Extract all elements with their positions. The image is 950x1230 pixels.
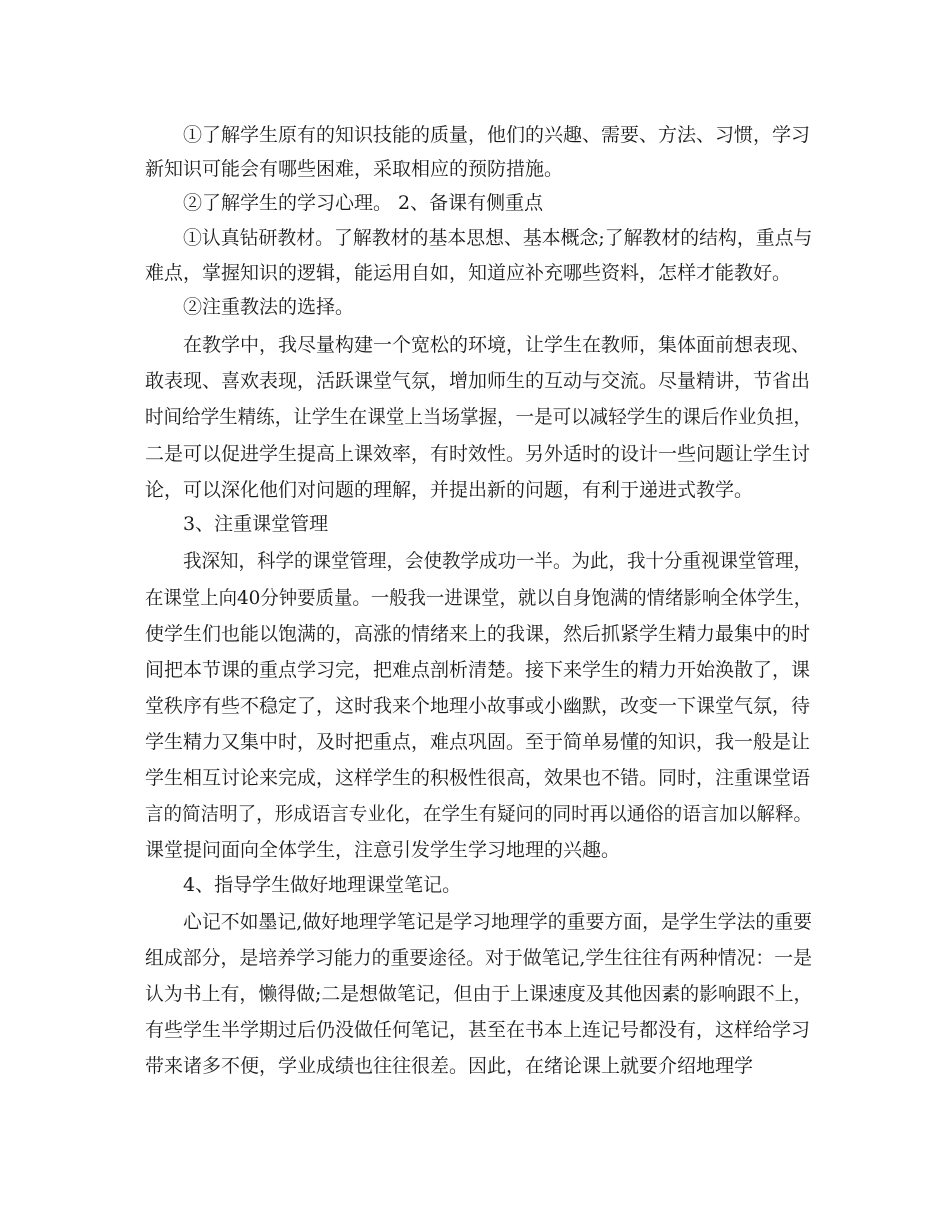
text-line-27: 带来诸多不便，学业成绩也往往很差。因此，在绪论课上就要介绍地理学 <box>145 1055 754 1077</box>
text-line-1: ①了解学生原有的知识技能的质量，他们的兴趣、需要、方法、习惯，学习 <box>183 124 811 146</box>
text-line-5: 难点，掌握知识的逻辑，能运用自如，知道应补充哪些资料，怎样才能教好。 <box>145 262 792 284</box>
text-line-20: 言的简洁明了，形成语言专业化，在学生有疑问的同时再以通俗的语言加以解释。 <box>145 803 813 825</box>
text-line-3: ②了解学生的学习心理。 2、备课有侧重点 <box>183 192 544 214</box>
text-line-10: 二是可以促进学生提高上课效率，有时效性。另外适时的设计一些问题让学生讨 <box>145 443 811 465</box>
text-line-7: 在教学中，我尽量构建一个宽松的环境，让学生在教师，集体面前想表现、 <box>183 334 811 356</box>
text-line-2: 新知识可能会有哪些困难，采取相应的预防措施。 <box>145 158 564 180</box>
text-line-14: 在课堂上向40分钟要质量。一般我一进课堂，就以自身饱满的情绪影响全体学生， <box>145 587 813 609</box>
text-line-15: 使学生们也能以饱满的，高涨的情绪来上的我课，然后抓紧学生精力最集中的时 <box>145 623 811 645</box>
text-line-18: 学生精力又集中时，及时把重点，难点巩固。至于简单易懂的知识，我一般是让 <box>145 731 811 753</box>
text-line-21: 课堂提问面向全体学生，注意引发学生学习地理的兴趣。 <box>145 839 621 861</box>
text-line-19: 学生相互讨论来完成，这样学生的积极性很高，效果也不错。同时，注重课堂语 <box>145 767 811 789</box>
text-line-9: 时间给学生精练，让学生在课堂上当场掌握，一是可以减轻学生的课后作业负担， <box>145 406 813 428</box>
text-line-26: 有些学生半学期过后仍没做任何笔记，甚至在书本上连记号都没有，这样给学习 <box>145 1019 811 1041</box>
text-line-13: 我深知，科学的课堂管理，会使教学成功一半。为此，我十分重视课堂管理， <box>183 550 813 572</box>
text-line-23: 心记不如墨记,做好地理学笔记是学习地理学的重要方面，是学生学法的重要 <box>183 911 813 933</box>
text-line-16: 间把本节课的重点学习完，把难点剖析清楚。接下来学生的精力开始涣散了，课 <box>145 659 811 681</box>
text-line-25: 认为书上有，懒得做;二是想做笔记，但由于上课速度及其他因素的影响跟不上， <box>145 983 813 1005</box>
text-line-4: ①认真钻研教材。了解教材的基本思想、基本概念;了解教材的结构，重点与 <box>183 227 813 249</box>
text-line-8: 敢表现、喜欢表现，活跃课堂气氛，增加师生的互动与交流。尽量精讲，节省出 <box>145 370 811 392</box>
text-line-12: 3、注重课堂管理 <box>183 513 329 535</box>
text-line-22: 4、指导学生做好地理课堂笔记。 <box>183 874 462 896</box>
text-line-6: ②注重教法的选择。 <box>183 296 355 318</box>
text-line-11: 论，可以深化他们对问题的理解，并提出新的问题，有利于递进式教学。 <box>145 479 754 501</box>
text-line-17: 堂秩序有些不稳定了，这时我来个地理小故事或小幽默，改变一下课堂气氛，待 <box>145 695 811 717</box>
text-line-24: 组成部分，是培养学习能力的重要途径。对于做笔记,学生往往有两种情况：一是 <box>145 947 813 969</box>
